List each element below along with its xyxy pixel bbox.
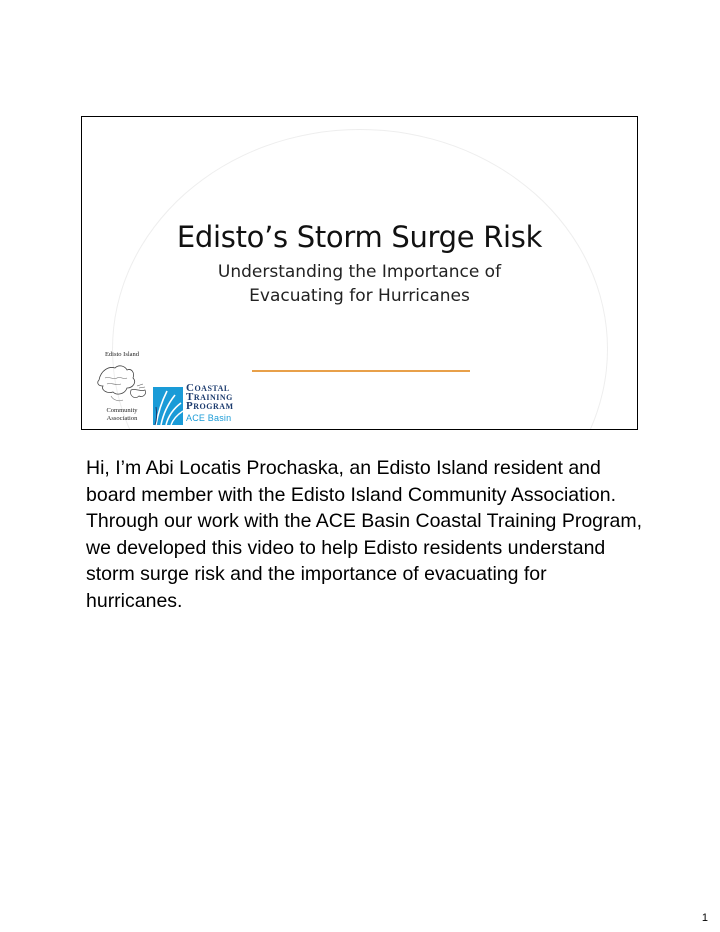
- eica-logo-top-text: Edisto Island: [104, 351, 140, 358]
- speaker-notes: Hi, I’m Abi Locatis Prochaska, an Edisto Island resident and board member with the Edisto Island Community Association. Through our work with the ACE Basin Coastal Training Program, we developed this video to help Edisto residents understand storm surge risk and the importance of evacuating for hurricanes.: [86, 457, 643, 612]
- accent-divider: [252, 370, 470, 372]
- ctp-wordmark: [186, 384, 234, 411]
- eica-logo-bottom-text: [89, 407, 155, 423]
- slide-subtitle: [82, 260, 637, 308]
- slide-thumbnail: [81, 116, 638, 430]
- island-map-icon: [93, 360, 151, 406]
- grass-wave-icon: [153, 383, 185, 427]
- ctp-subtitle: ACE Basin: [186, 413, 232, 423]
- subtitle-line-2: Evacuating for Hurricanes: [249, 286, 470, 306]
- ctp-line-1: COASTAL: [186, 382, 230, 394]
- subtitle-line-1: Understanding the Importance of: [217, 262, 502, 282]
- eica-line-2: Association: [106, 415, 138, 422]
- edisto-island-community-association-logo: [89, 351, 155, 427]
- eica-line-1: Community: [106, 407, 138, 414]
- ctp-line-2: TRAINING: [186, 391, 233, 403]
- page-number: 1: [701, 912, 708, 924]
- slide-title: Edisto’s Storm Surge Risk: [176, 220, 543, 254]
- ctp-line-3: PROGRAM: [186, 400, 234, 412]
- coastal-training-program-logo: [153, 383, 243, 427]
